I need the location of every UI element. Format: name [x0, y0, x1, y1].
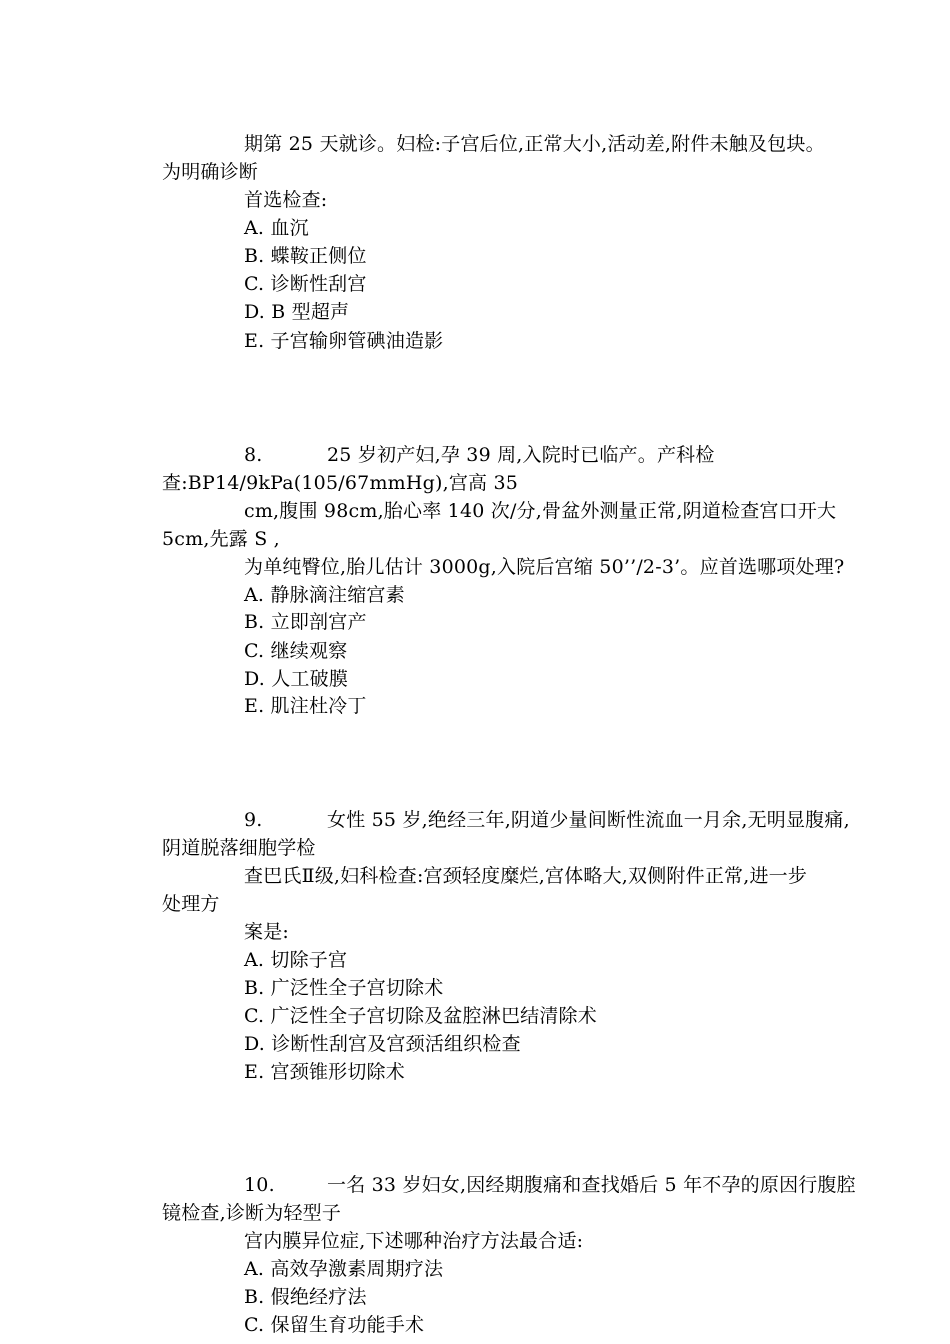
question-8-line-1: 25 岁初产妇,孕 39 周,入院时已临产。产科检 — [327, 444, 715, 466]
question-10-number: 10. — [244, 1174, 275, 1196]
question-8-option-b: B. 立即剖宫产 — [244, 611, 367, 633]
prev-question-line-1: 期第 25 天就诊。妇检:子宫后位,正常大小,活动差,附件未触及包块。 — [244, 133, 825, 155]
question-8-option-e: E. 肌注杜冷丁 — [244, 695, 367, 717]
question-8-line-2: 查:BP14/9kPa(105/67mmHg),宫高 35 — [162, 472, 519, 494]
prev-option-d: D. B 型超声 — [244, 301, 350, 323]
prev-option-e: E. 子宫输卵管碘油造影 — [244, 330, 444, 352]
question-10-option-a: A. 高效孕激素周期疗法 — [244, 1258, 444, 1280]
prev-option-a: A. 血沉 — [244, 217, 309, 239]
question-8-line-4: 5cm,先露 S , — [162, 528, 280, 550]
question-9-option-d: D. 诊断性刮宫及宫颈活组织检查 — [244, 1033, 521, 1055]
question-9-line-5: 案是: — [244, 921, 290, 943]
question-8-option-c: C. 继续观察 — [244, 640, 348, 662]
question-9-line-3: 查巴氏Ⅱ级,妇科检查:宫颈轻度糜烂,宫体略大,双侧附件正常,进一步 — [244, 865, 808, 887]
prev-option-c: C. 诊断性刮宫 — [244, 273, 367, 295]
question-8-line-3: cm,腹围 98cm,胎心率 140 次/分,骨盆外测量正常,阴道检查宫口开大 — [244, 500, 837, 522]
question-10-line-3: 宫内膜异位症,下述哪种治疗方法最合适: — [244, 1230, 584, 1252]
question-10-option-c: C. 保留生育功能手术 — [244, 1314, 425, 1336]
prev-question-line-2: 为明确诊断 — [162, 161, 259, 183]
prev-option-b: B. 蝶鞍正侧位 — [244, 245, 367, 267]
question-9-number: 9. — [244, 809, 263, 831]
question-9-option-a: A. 切除子宫 — [244, 949, 348, 971]
question-9-line-1: 女性 55 岁,绝经三年,阴道少量间断性流血一月余,无明显腹痛, — [327, 809, 850, 831]
question-10-option-b: B. 假绝经疗法 — [244, 1286, 367, 1308]
question-9-line-2: 阴道脱落细胞学检 — [162, 837, 316, 859]
question-9-option-e: E. 宫颈锥形切除术 — [244, 1061, 405, 1083]
question-8-line-5: 为单纯臀位,胎儿估计 3000g,入院后宫缩 50’’/2-3’。应首选哪项处理? — [244, 556, 845, 578]
question-9-option-c: C. 广泛性全子宫切除及盆腔淋巴结清除术 — [244, 1005, 597, 1027]
question-9-option-b: B. 广泛性全子宫切除术 — [244, 977, 444, 999]
question-8-number: 8. — [244, 444, 263, 466]
question-10-line-1: 一名 33 岁妇女,因经期腹痛和查找婚后 5 年不孕的原因行腹腔 — [327, 1174, 856, 1196]
prev-question-line-3: 首选检查: — [244, 189, 328, 211]
question-8-option-d: D. 人工破膜 — [244, 668, 349, 690]
question-10-line-2: 镜检查,诊断为轻型子 — [162, 1202, 342, 1224]
question-9-line-4: 处理方 — [162, 893, 220, 915]
question-8-option-a: A. 静脉滴注缩宫素 — [244, 584, 405, 606]
